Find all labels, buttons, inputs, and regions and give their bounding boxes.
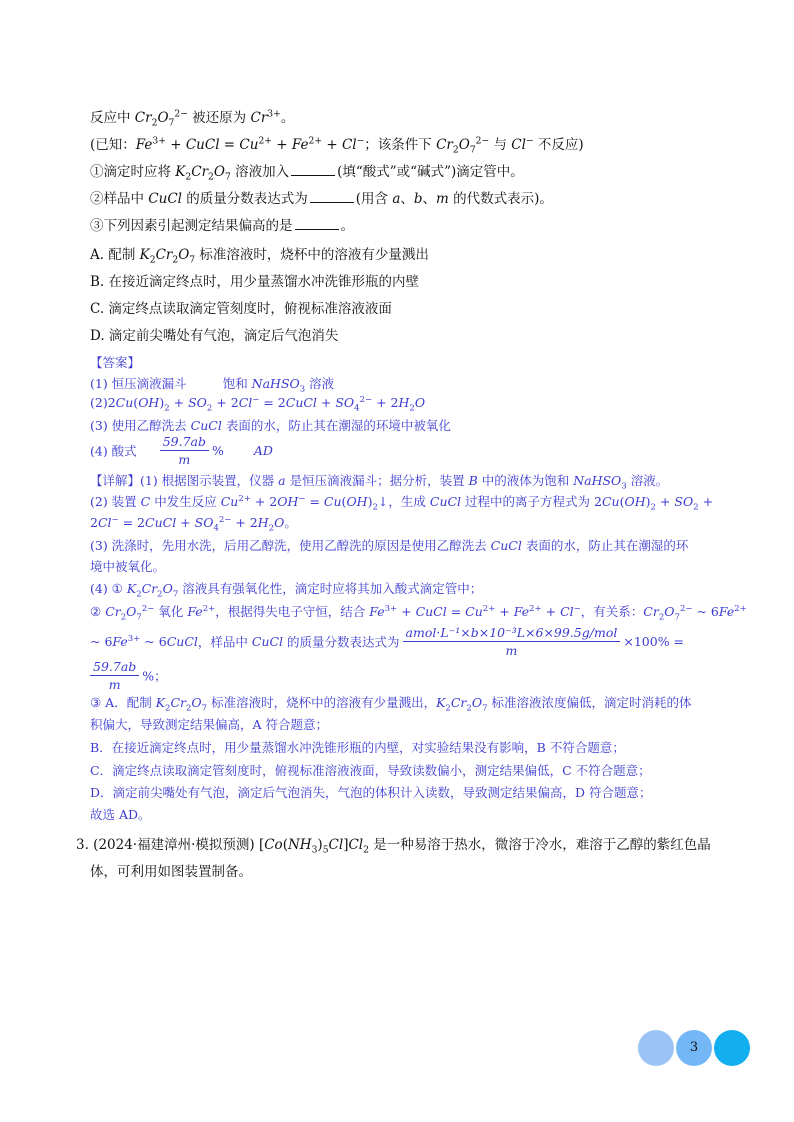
question-part-2: ②样品中 CuCl 的质量分数表达式为 (用含 a、b、m 的代数式表示)。: [90, 191, 553, 207]
option-c: C. 滴定终点读取滴定管刻度时，俯视标准溶液液面: [90, 301, 392, 317]
explain-3-cont: 境中被氧化。: [90, 559, 166, 574]
answer-3: (3) 使用乙醇洗去 CuCl 表面的水，防止其在潮湿的环境中被氧化: [90, 418, 451, 433]
answer-1: (1) 恒压滴液漏斗 饱和 NaHSO$_3$ 溶液: [90, 376, 335, 395]
explain-2-cont: 2Cl− = 2CuCl + $SO_4^{2-} + 2H_2O$。: [90, 514, 297, 534]
explain-4: (4) ① $K_2Cr_2O_7$ 溶液具有强氧化性，滴定时应将其加入酸式滴定管中；: [90, 581, 483, 600]
question-line-1: 反应中 $Cr_2O_7^{2-}$ 被还原为 $Cr^{3+}$。: [90, 108, 295, 129]
explain-6: ~ $6Fe^{3+}$ ~ 6CuCl，样品中 CuCl 的质量分数表达式为 $\frac{\text{amol·L⁻¹×b×10⁻³L×6×99.5g/mol}}{m}$ ×100% =: [90, 625, 685, 658]
question-line-2: (已知：$Fe^{3+}$ + CuCl = $Cu^{2+} + Fe^{2+} + Cl^-$；该条件下 $Cr_2O_7^{2-}$ 与 Cl− 不反应): [90, 135, 584, 156]
answer-2: $(2)2Cu(OH)_2 + SO_2 + 2Cl^-$ = 2CuCl + $SO_4^{2-} + 2H_2O$: [90, 394, 426, 414]
answer-blank-2[interactable]: [310, 201, 354, 203]
page-badge-dark: [714, 1030, 750, 1066]
option-b: B. 在接近滴定终点时，用少量蒸馏水冲洗锥形瓶的内壁: [90, 274, 420, 290]
problem-3-line-1: 3. (2024·福建漳州·模拟预测) $[Co(NH_3)_5Cl]Cl_2$ 是一种易溶于热水，微溶于冷水，难溶于乙醇的紫红色晶: [76, 837, 711, 856]
explain-3: (3) 洗涤时，先用水洗，后用乙醇洗，使用乙醇洗的原因是使用乙醇洗去 CuCl 表面的水，防止其在潮湿的环: [90, 538, 689, 553]
explain-1: 【详解】(1) 根据图示装置，仪器 a 是恒压滴液漏斗；据分析，装置 B 中的液体为饱和 NaHSO$_3$ 溶液。: [90, 473, 669, 492]
answer-blank-1[interactable]: [291, 174, 335, 176]
explain-7: $\frac{59.7ab}{m}$ %；: [90, 659, 167, 692]
explain-5: ② $Cr_2O_7^{2-}$ 氧化 $Fe^{2+}$，根据得失电子守恒，结合 $Fe^{3+}$ + CuCl = $Cu^{2+} + Fe^{2+} + Cl^-$，有关系：$Cr_2O_7^{2-}$ ~ $6Fe^{2+}$: [90, 603, 747, 623]
answer-blank-3[interactable]: [295, 228, 339, 230]
explain-12: D．滴定前尖嘴处有气泡，滴定后气泡消失，气泡的体积计入读数，导致测定结果偏高，D 符合题意；: [90, 785, 652, 800]
explain-11: C．滴定终点读取滴定管刻度时，俯视标准溶液液面，导致读数偏小，测定结果偏低，C 不符合题意；: [90, 763, 651, 778]
explain-10: B．在接近滴定终点时，用少量蒸馏水冲洗锥形瓶的内壁，对实验结果没有影响，B 不符合题意；: [90, 740, 625, 755]
explain-13: 故选 AD。: [90, 807, 151, 822]
page-badge-light: [638, 1030, 674, 1066]
question-part-3: ③下列因素引起测定结果偏高的是 。: [90, 218, 354, 234]
option-a: A. 配制 $K_2Cr_2O_7$ 标准溶液时，烧杯中的溶液有少量溅出: [90, 247, 429, 266]
answer-4: (4) 酸式 $\frac{59.7ab}{m}$ % AD: [90, 434, 273, 467]
option-d: D. 滴定前尖嘴处有气泡，滴定后气泡消失: [90, 328, 339, 344]
answer-header: 【答案】: [90, 355, 141, 370]
explain-fraction-2: $\frac{59.7ab}{m}$: [90, 659, 139, 692]
page-number: 3: [689, 1040, 699, 1055]
explain-2: (2) 装置 C 中发生反应 $Cu^{2+} + 2OH^-$ = $Cu(OH)_2↓$，生成 CuCl 过程中的离子方程式为 $2Cu(OH)_2 + SO_2$ +: [90, 493, 714, 513]
problem-3-line-2: 体，可利用如图装置制备。: [90, 864, 252, 880]
explain-fraction: $\frac{\text{amol·L⁻¹×b×10⁻³L×6×99.5g/mol}}{m}$: [403, 625, 621, 658]
question-part-1: ①滴定时应将 $K_2Cr_2O_7$ 溶液加入 (填“酸式”或“碱式”)滴定管中。: [90, 164, 524, 183]
answer-fraction: $\frac{59.7ab}{m}$: [160, 434, 209, 467]
explain-8: ③ A．配制 $K_2Cr_2O_7$ 标准溶液时，烧杯中的溶液有少量溅出，$K_2Cr_2O_7$ 标准溶液浓度偏低，滴定时消耗的体: [90, 695, 692, 714]
explain-9: 积偏大，导致测定结果偏高，A 符合题意；: [90, 717, 329, 732]
